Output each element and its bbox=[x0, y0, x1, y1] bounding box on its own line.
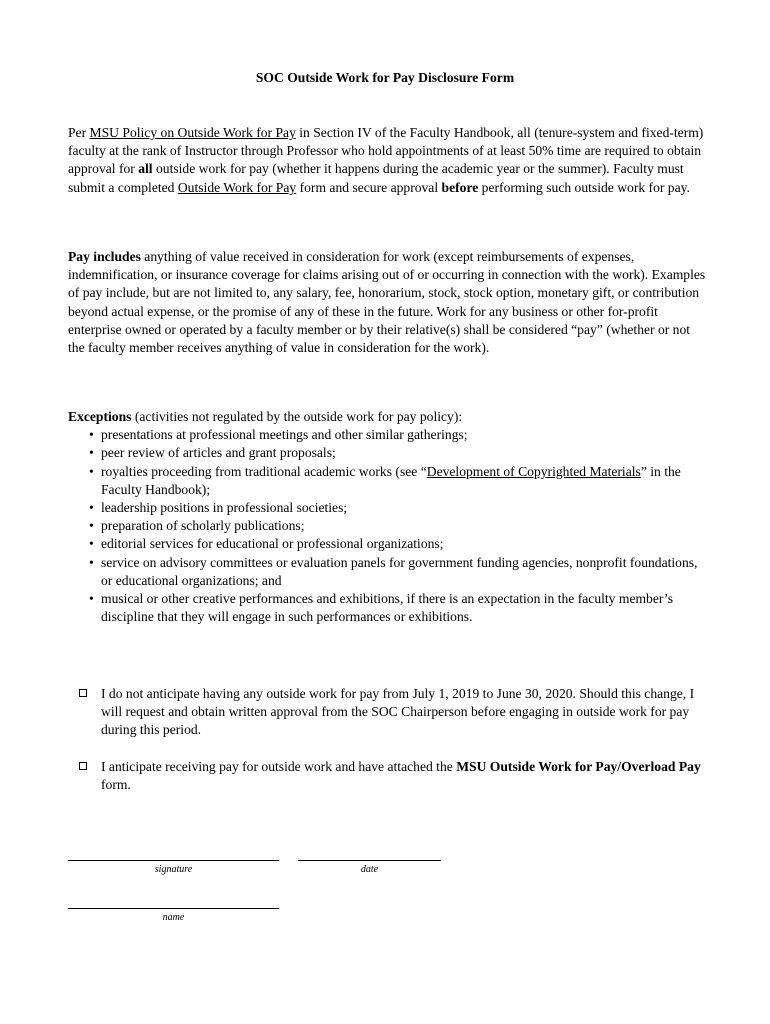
list-item: • musical or other creative performances and exhibitions, if there is an expectation in the faculty member’s discipline that they will engage in such performances or exhibitions. bbox=[89, 591, 673, 625]
exceptions-list bbox=[68, 426, 708, 626]
list-item: • royalties proceeding from traditional academic works (see “Development of Copyrighted Materials” in the Faculty Handbook); bbox=[89, 463, 681, 497]
checkbox-no-outside-work[interactable] bbox=[79, 689, 87, 697]
copyrighted-materials-link[interactable]: Development of Copyrighted Materials bbox=[426, 463, 641, 479]
bullet-icon: • bbox=[89, 554, 94, 570]
bullet-icon: • bbox=[89, 500, 94, 516]
bullet-icon: • bbox=[89, 463, 94, 479]
list-item: • peer review of articles and grant proposals; bbox=[68, 444, 708, 462]
bullet-icon: • bbox=[89, 536, 94, 552]
list-item: • presentations at professional meetings and other similar gatherings; bbox=[68, 426, 708, 444]
exceptions-section bbox=[68, 408, 708, 626]
list-item: • editorial services for educational or professional organizations; bbox=[68, 535, 708, 553]
name-caption: name bbox=[162, 912, 185, 923]
outside-work-attached-label: I anticipate receiving pay for outside work and have attached the MSU Outside Work for Pay/Overload Pay form. bbox=[101, 759, 701, 793]
exceptions-heading: Exceptions (activities not regulated by the outside work for pay policy): bbox=[68, 409, 463, 424]
outside-work-form-link[interactable]: Outside Work for Pay bbox=[177, 179, 297, 195]
pay-includes-paragraph: Pay includes anything of value received in consideration for work (except reimbursements of expenses, indemnification, or insurance coverage for claims arising out of or occurring in connection with the work). Examples of pay include, but are not limited to, any salary, fee, honorarium, stock, stock option, monetary gift, or contribution beyond actual expense, or the promise of any of these in the future. Work for any business or other for-profit enterprise owned or operated by a faculty member or by their relative(s) shall be considered “pay” (whether or not the faculty member receives anything of value in consideration for the work). bbox=[68, 249, 706, 356]
list-item: • preparation of scholarly publications; bbox=[68, 517, 708, 535]
bullet-icon: • bbox=[89, 518, 94, 534]
signature-line[interactable] bbox=[68, 860, 279, 861]
form-title: SOC Outside Work for Pay Disclosure Form bbox=[255, 70, 515, 85]
list-item: • leadership positions in professional societies; bbox=[68, 499, 708, 517]
msu-policy-link[interactable]: MSU Policy on Outside Work for Pay bbox=[89, 125, 296, 140]
bullet-icon: • bbox=[89, 427, 94, 443]
bullet-icon: • bbox=[89, 591, 94, 607]
intro-paragraph: Per MSU Policy on Outside Work for Pay in Section IV of the Faculty Handbook, all (tenure-system and fixed-term) faculty at the rank of Instructor through Professor who hold appointments of at least 50% time are required to obtain approval for all outside work for pay (whether it happens during the academic year or the summer). Faculty must submit a completed Outside Work for Pay form and secure approval before performing such outside work for pay. bbox=[68, 125, 704, 195]
bullet-icon: • bbox=[89, 445, 94, 461]
date-line[interactable] bbox=[298, 860, 441, 861]
checkbox-outside-work-attached[interactable] bbox=[79, 762, 87, 770]
no-outside-work-label: I do not anticipate having any outside work for pay from July 1, 2019 to June 30, 2020. Should this change, I will request and obtain written approval from the SOC Chairperson before engaging in outside work for pay during this period. bbox=[101, 686, 695, 738]
signature-caption: signature bbox=[154, 864, 193, 875]
date-caption: date bbox=[360, 864, 379, 875]
name-line[interactable] bbox=[68, 908, 279, 909]
list-item: • service on advisory committees or evaluation panels for government funding agencies, nonprofit foundations, or educational organizations; and bbox=[89, 554, 698, 588]
